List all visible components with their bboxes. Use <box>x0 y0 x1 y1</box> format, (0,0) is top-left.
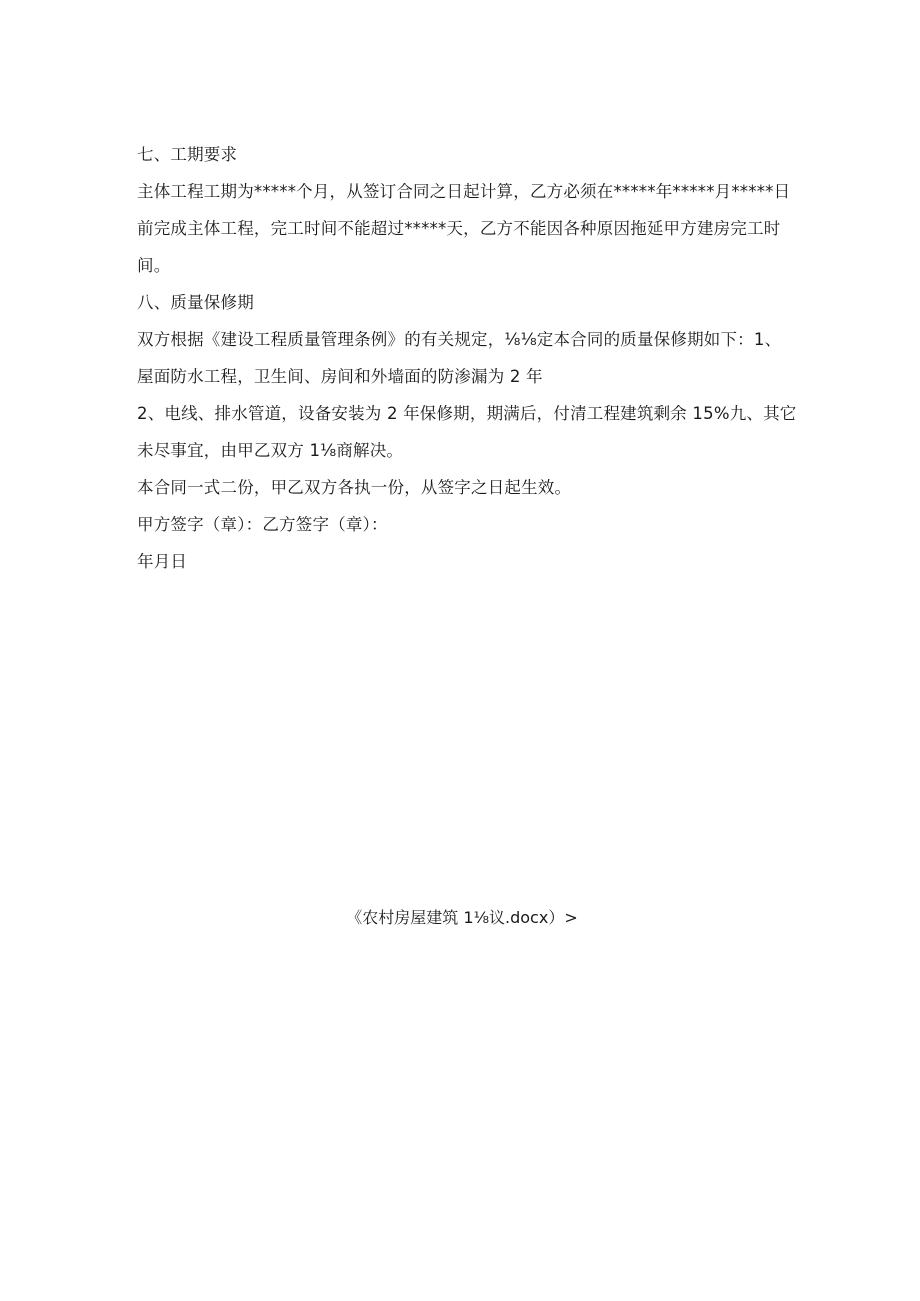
paragraph-line: 本合同一式二份，甲乙双方各执一份，从签字之日起生效。 <box>137 478 572 497</box>
paragraph-line: 未尽事宜，由甲乙双方 1⅛商解决。 <box>137 441 404 460</box>
paragraph-line: 间。 <box>137 256 171 275</box>
paragraph-line: 双方根据《建设工程质量管理条例》的有关规定，⅛⅛定本合同的质量保修期如下：1、 <box>137 330 782 349</box>
paragraph-line: 前完成主体工程，完工时间不能超过*****天，乙方不能因各种原因拖延甲方建房完工时 <box>137 219 781 238</box>
paragraph-line: 主体工程工期为*****个月，从签订合同之日起计算，乙方必须在*****年*****月*****日 <box>137 182 791 201</box>
paragraph-line: 2、电线、排水管道，设备安装为 2 年保修期，期满后，付清工程建筑剩余 15%九、其它 <box>137 404 797 423</box>
signature-line: 甲方签字（章）：乙方签字（章）： <box>137 515 388 534</box>
section-heading-schedule: 七、工期要求 <box>137 145 238 164</box>
date-line: 年月日 <box>137 552 188 571</box>
section-heading-warranty: 八、质量保修期 <box>137 293 254 312</box>
paragraph-line: 屋面防水工程，卫生间、房间和外墙面的防渗漏为 2 年 <box>137 367 543 386</box>
document-footer-title: 《农村房屋建筑 1⅛议.docx）> <box>346 908 578 927</box>
document-body <box>137 136 817 580</box>
